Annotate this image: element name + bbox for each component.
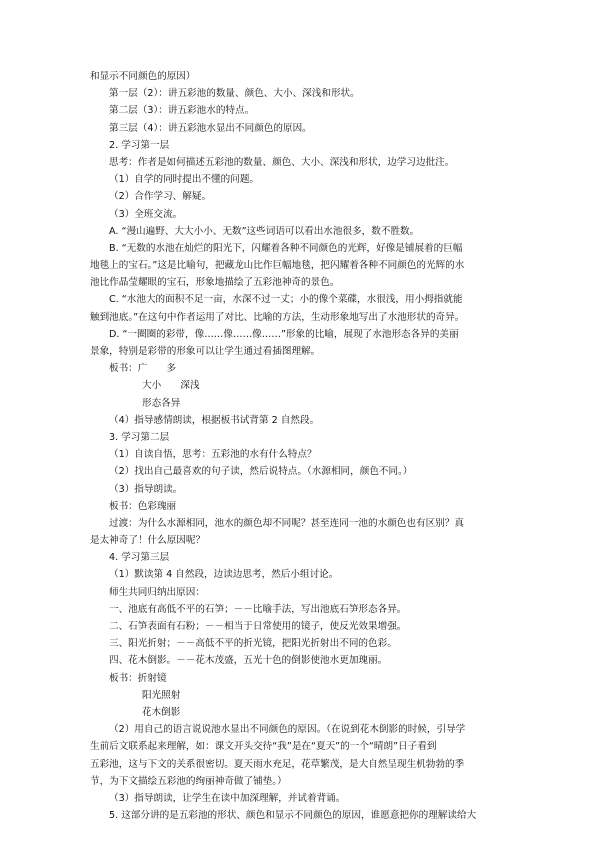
board-note-line: 形态各异 <box>142 397 181 409</box>
section-heading: 5. 这部分讲的是五彩池的形状、颜色和显示不同颜色的原因，谁愿意把你的理解读给大 <box>109 810 477 822</box>
text-line: 师生共同归纳出原因： <box>109 586 205 598</box>
section-heading: 4. 学习第三层 <box>109 552 170 564</box>
text-line: 四、花木倒影。－－花木茂盛，五光十色的倒影使池水更加瑰丽。 <box>109 655 388 667</box>
text-line: 第一层（2）：讲五彩池的数量、颜色、大小、深浅和形状。 <box>109 88 360 100</box>
text-line: 过渡：为什么水源相同，池水的颜色却不同呢？甚至连同一池的水颜色也有区别？真 <box>109 517 464 529</box>
text-line: （3）全班交流。 <box>109 208 183 220</box>
document-body <box>90 68 510 824</box>
text-line: 五彩池，这与下文的关系很密切。夏天雨水充足，花草繁茂，是大自然呈现生机勃勃的季 <box>90 758 465 770</box>
text-line: （1）默读第 4 自然段，边读边思考，然后小组讨论。 <box>109 569 339 581</box>
text-line: （4）指导感情朗读，根据板书试背第 2 自然段。 <box>109 414 320 426</box>
text-line: 生前后文联系起来理解，如：课文开头交待“我”是在“夏天”的一个“晴朗”日子看到 <box>90 741 437 753</box>
section-heading: 3. 学习第二层 <box>109 431 170 443</box>
text-line: （2）用自己的语言说说池水显出不同颜色的原因。（在说到花木倒影的时候，引导学 <box>109 724 466 736</box>
text-line: （3）指导朗读。 <box>109 483 183 495</box>
text-line: 景象，特别是彩带的形象可以让学生通过看插图理解。 <box>90 346 321 357</box>
board-note-line: 板书：色彩瑰丽 <box>109 500 177 512</box>
text-line: 和显示不同颜色的原因） <box>90 71 196 82</box>
text-line: 三、阳光折射；－－高低不平的折光镜，把阳光折射出不同的色彩。 <box>109 638 397 650</box>
board-note-line: 阳光照射 <box>142 689 181 701</box>
text-line: 思考：作者是如何描述五彩池的数量、颜色、大小、深浅和形状，边学习边批注。 <box>109 156 455 168</box>
text-line: （2）合作学习、解疑。 <box>109 191 212 203</box>
text-line: A. “漫山遍野、大大小小、无数”这些词语可以看出水池很多，数不胜数。 <box>109 225 420 237</box>
text-line: （3）指导朗读，让学生在读中加深理解，并试着背诵。 <box>109 792 346 804</box>
text-line: （1）自读自悟，思考：五彩池的水有什么特点？ <box>109 449 317 461</box>
text-line: 第三层（4）：讲五彩池水显出不同颜色的原因。 <box>109 122 312 134</box>
text-line: 第二层（3）：讲五彩池水的特点。 <box>109 105 255 117</box>
text-line: D. “一圈圈的彩带，像……像……像……”形象的比喻，展现了水池形态各异的美丽 <box>109 328 459 340</box>
text-line: 二、石笋表面有石粉；－－相当于日常使用的镜子，使反光效果增强。 <box>109 621 407 632</box>
text-line: 地毯上的宝石。”这是比喻句，把藏龙山比作巨幅地毯，把闪耀着各种不同颜色的光辉的水 <box>90 260 465 272</box>
text-line: （2）找出自己最喜欢的句子读，然后说特点。（水源相同，颜色不同。） <box>109 466 413 478</box>
board-note-line: 花木倒影 <box>142 706 181 718</box>
board-note-line: 板书：广 多 <box>109 363 177 375</box>
board-note-line: 大小 深浅 <box>142 380 200 392</box>
text-line: 是太神奇了！什么原因呢？ <box>90 535 206 547</box>
text-line: 触到池底。”在这句中作者运用了对比、比喻的方法，生动形象地写出了水池形状的奇异。 <box>90 311 465 323</box>
board-note-line: 板书：折射镜 <box>109 672 167 684</box>
text-line: B. “无数的水池在灿烂的阳光下，闪耀着各种不同颜色的光辉，好像是铺展着的巨幅 <box>109 242 463 254</box>
section-heading: 2. 学习第一层 <box>109 139 170 151</box>
text-line: 节，为下文描绘五彩池的绚丽神奇做了铺垫。） <box>90 775 287 787</box>
text-line: 池比作晶莹耀眼的宝石，形象地描绘了五彩池神奇的景色。 <box>90 277 340 289</box>
text-line: 一、池底有高低不平的石笋；－－比喻手法，写出池底石笋形态各异。 <box>109 603 407 615</box>
text-line: C. “水池大的面积不足一亩，水深不过一丈；小的像个菜碟，水很浅，用小拇指就能 <box>109 294 463 306</box>
text-line: （1）自学的同时提出不懂的问题。 <box>109 174 260 186</box>
